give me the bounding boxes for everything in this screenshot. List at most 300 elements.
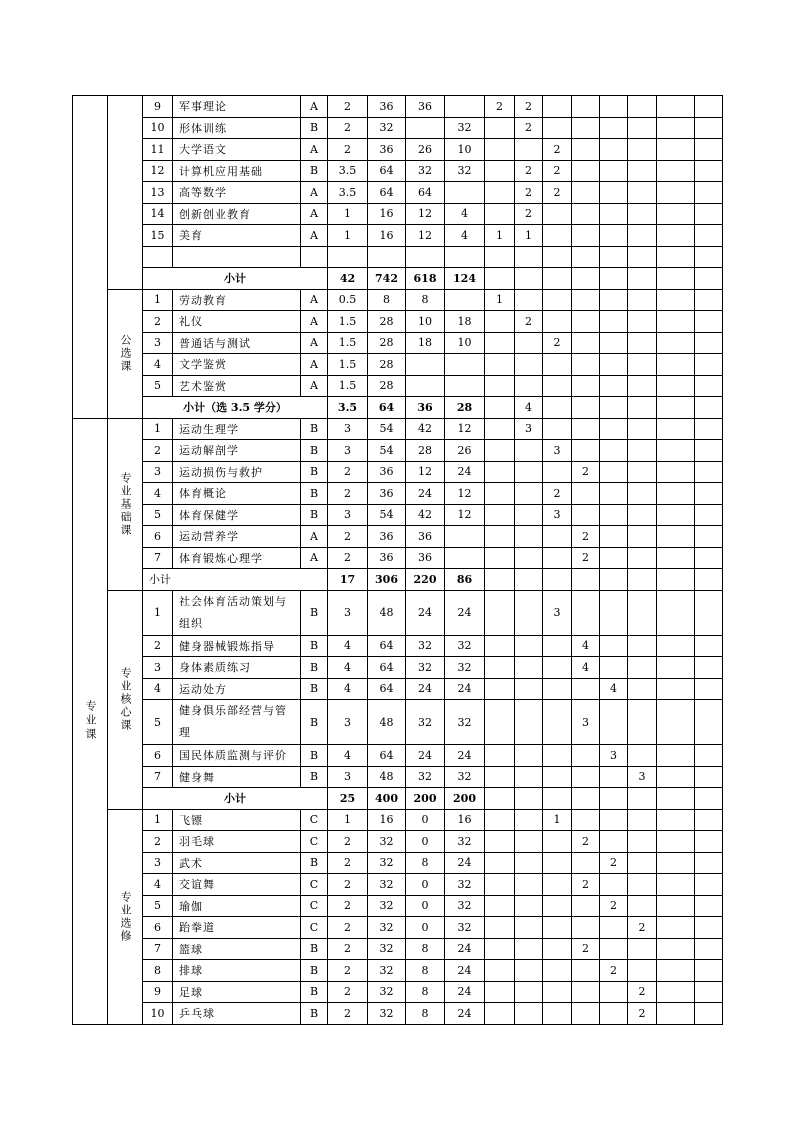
sem5: [600, 203, 628, 225]
practice-hours: 32: [445, 700, 485, 745]
table-row: [73, 246, 723, 268]
sem2: [515, 874, 543, 896]
course-type: B: [301, 483, 328, 505]
total-hours: 8: [368, 289, 406, 311]
practice-hours: 10: [445, 332, 485, 354]
sem4: [572, 745, 600, 767]
table-row: [73, 590, 723, 635]
course-type: B: [301, 960, 328, 982]
course-no: 5: [143, 700, 173, 745]
sem4: 4: [572, 635, 600, 657]
sem2: [515, 981, 543, 1003]
total-hours: 28: [368, 354, 406, 376]
sem1: [485, 332, 515, 354]
sem6: [628, 895, 657, 917]
sem7: [657, 960, 695, 982]
table-row: [73, 397, 723, 419]
sem2: [515, 354, 543, 376]
subtotal-practice: 28: [445, 397, 485, 419]
total-hours: 64: [368, 635, 406, 657]
theory-hours: 8: [406, 960, 445, 982]
course-type: B: [301, 1003, 328, 1025]
sem1: [485, 1003, 515, 1025]
sem1: [485, 139, 515, 161]
sem6: [628, 657, 657, 679]
sem-cell: [485, 268, 515, 290]
sem5: [600, 981, 628, 1003]
sem8: [695, 225, 723, 247]
sem2: [515, 289, 543, 311]
course-type: A: [301, 375, 328, 397]
sem8: [695, 960, 723, 982]
sem3: [543, 852, 572, 874]
course-name: 排球: [173, 960, 301, 982]
table-row: [73, 311, 723, 333]
credits: 1: [328, 809, 368, 831]
sem6: [628, 160, 657, 182]
sem4: 2: [572, 547, 600, 569]
practice-hours: 24: [445, 938, 485, 960]
sem4: [572, 182, 600, 204]
course-no: 7: [143, 547, 173, 569]
sem1: [485, 354, 515, 376]
total-hours: 32: [368, 960, 406, 982]
group-required-blank: [108, 96, 143, 290]
course-name: 创新创业教育: [173, 203, 301, 225]
total-hours: 32: [368, 874, 406, 896]
sem6: [628, 874, 657, 896]
sem4: [572, 766, 600, 788]
theory-hours: 0: [406, 831, 445, 853]
sem-cell: [628, 788, 657, 810]
sem8: [695, 117, 723, 139]
table-row: [73, 809, 723, 831]
theory-hours: 24: [406, 678, 445, 700]
sem-cell: [485, 788, 515, 810]
course-type: A: [301, 182, 328, 204]
sem4: [572, 1003, 600, 1025]
sem5: [600, 831, 628, 853]
course-type: A: [301, 332, 328, 354]
sem3: [543, 289, 572, 311]
sem3: [543, 461, 572, 483]
theory-hours: [406, 246, 445, 268]
practice-hours: 4: [445, 225, 485, 247]
sem3: 3: [543, 590, 572, 635]
course-name: 文学鉴赏: [173, 354, 301, 376]
sem6: [628, 354, 657, 376]
sem2: [515, 547, 543, 569]
course-no: 1: [143, 590, 173, 635]
theory-hours: 0: [406, 874, 445, 896]
sem8: [695, 657, 723, 679]
course-type: B: [301, 657, 328, 679]
course-name: 身体素质练习: [173, 657, 301, 679]
sem7: [657, 203, 695, 225]
sem4: [572, 311, 600, 333]
subtotal-label: 小计: [143, 788, 328, 810]
sem6: [628, 938, 657, 960]
course-name-line: 健身俱乐部经营与管: [179, 704, 287, 717]
sem8: [695, 354, 723, 376]
sem7: [657, 354, 695, 376]
sem7: [657, 526, 695, 548]
sem8: [695, 96, 723, 118]
sem1: [485, 635, 515, 657]
sem5: [600, 96, 628, 118]
credits: 2: [328, 895, 368, 917]
table-row: [73, 635, 723, 657]
sem4: [572, 960, 600, 982]
total-hours: 16: [368, 203, 406, 225]
sem3: [543, 418, 572, 440]
practice-hours: [445, 96, 485, 118]
credits: 2: [328, 117, 368, 139]
course-name: [173, 590, 301, 635]
sem8: [695, 139, 723, 161]
sem5: [600, 874, 628, 896]
sem4: [572, 117, 600, 139]
theory-hours: 36: [406, 96, 445, 118]
credits: 2: [328, 526, 368, 548]
sem-cell: [628, 397, 657, 419]
sem2: [515, 678, 543, 700]
practice-hours: 32: [445, 917, 485, 939]
subtotal-theory: 36: [406, 397, 445, 419]
practice-hours: 16: [445, 809, 485, 831]
sem1: 2: [485, 96, 515, 118]
sem2: [515, 526, 543, 548]
practice-hours: 32: [445, 831, 485, 853]
sem3: [543, 960, 572, 982]
sem7: [657, 375, 695, 397]
sem5: [600, 117, 628, 139]
sem4: [572, 375, 600, 397]
sem4: [572, 504, 600, 526]
theory-hours: 28: [406, 440, 445, 462]
course-name: 体育保健学: [173, 504, 301, 526]
sem2: [515, 440, 543, 462]
course-type: A: [301, 354, 328, 376]
sem8: [695, 1003, 723, 1025]
sem3: 2: [543, 483, 572, 505]
sem7: [657, 1003, 695, 1025]
sem3: [543, 375, 572, 397]
table-row: [73, 852, 723, 874]
table-row: [73, 160, 723, 182]
sem6: [628, 289, 657, 311]
credits: 2: [328, 547, 368, 569]
sem6: [628, 461, 657, 483]
course-type: A: [301, 526, 328, 548]
credits: 2: [328, 938, 368, 960]
sem-cell: [600, 268, 628, 290]
sem1: [485, 461, 515, 483]
sem-cell: [600, 397, 628, 419]
total-hours: 64: [368, 160, 406, 182]
sem5: 3: [600, 745, 628, 767]
sem8: [695, 289, 723, 311]
group-public-elective: 公选课: [108, 289, 143, 418]
total-hours: 32: [368, 981, 406, 1003]
credits: 2: [328, 139, 368, 161]
table-row: [73, 440, 723, 462]
sem4: [572, 332, 600, 354]
sem-cell: [695, 397, 723, 419]
sem5: [600, 700, 628, 745]
practice-hours: [445, 375, 485, 397]
course-no: 6: [143, 745, 173, 767]
sem5: [600, 657, 628, 679]
sem6: [628, 547, 657, 569]
sem5: [600, 917, 628, 939]
sem-cell: [695, 788, 723, 810]
sem1: [485, 203, 515, 225]
course-name: 篮球: [173, 938, 301, 960]
sem7: [657, 590, 695, 635]
course-type: B: [301, 418, 328, 440]
practice-hours: 24: [445, 461, 485, 483]
sem6: [628, 526, 657, 548]
sem8: [695, 938, 723, 960]
sem7: [657, 139, 695, 161]
theory-hours: 12: [406, 461, 445, 483]
sem8: [695, 311, 723, 333]
table-row: [73, 526, 723, 548]
sem3: [543, 1003, 572, 1025]
sem1: [485, 852, 515, 874]
course-type: A: [301, 289, 328, 311]
sem8: [695, 852, 723, 874]
total-hours: 54: [368, 440, 406, 462]
course-type: A: [301, 203, 328, 225]
subtotal-practice: 86: [445, 569, 485, 591]
theory-hours: 32: [406, 160, 445, 182]
total-hours: 64: [368, 657, 406, 679]
subtotal-theory: 618: [406, 268, 445, 290]
sem2: 1: [515, 225, 543, 247]
table-row: [73, 182, 723, 204]
category-major-label: 专业课: [84, 700, 97, 742]
sem-cell: 4: [515, 397, 543, 419]
theory-hours: 32: [406, 635, 445, 657]
theory-hours: 36: [406, 547, 445, 569]
sem5: [600, 483, 628, 505]
course-no: 1: [143, 809, 173, 831]
course-name: 国民体质监测与评价: [173, 745, 301, 767]
course-no: 14: [143, 203, 173, 225]
sem5: [600, 182, 628, 204]
sem4: [572, 678, 600, 700]
sem3: [543, 981, 572, 1003]
course-no: 3: [143, 332, 173, 354]
table-row: [73, 938, 723, 960]
credits: 1: [328, 203, 368, 225]
sem1: [485, 981, 515, 1003]
sem-cell: [600, 788, 628, 810]
course-name: 健身舞: [173, 766, 301, 788]
sem1: [485, 917, 515, 939]
sem2: 2: [515, 203, 543, 225]
credits: 1.5: [328, 375, 368, 397]
sem6: [628, 139, 657, 161]
credits: 2: [328, 960, 368, 982]
course-no: 2: [143, 635, 173, 657]
group-major-elective: 专业选修: [108, 809, 143, 1024]
credits: 0.5: [328, 289, 368, 311]
sem3: [543, 117, 572, 139]
course-no: 9: [143, 96, 173, 118]
sem7: [657, 745, 695, 767]
table-row: [73, 874, 723, 896]
category-public-blank: [73, 96, 108, 419]
sem8: [695, 745, 723, 767]
sem7: [657, 809, 695, 831]
course-no: 5: [143, 375, 173, 397]
sem4: [572, 203, 600, 225]
table-row: [73, 745, 723, 767]
sem7: [657, 289, 695, 311]
table-row: [73, 981, 723, 1003]
category-major: [73, 418, 108, 1024]
course-type: A: [301, 225, 328, 247]
total-hours: 32: [368, 117, 406, 139]
sem6: [628, 311, 657, 333]
total-hours: 48: [368, 590, 406, 635]
practice-hours: 24: [445, 1003, 485, 1025]
sem-cell: [515, 569, 543, 591]
total-hours: 16: [368, 225, 406, 247]
course-no: 2: [143, 440, 173, 462]
table-row: [73, 700, 723, 745]
theory-hours: 12: [406, 225, 445, 247]
sem8: [695, 635, 723, 657]
sem4: 2: [572, 938, 600, 960]
sem3: [543, 917, 572, 939]
subtotal-practice: 200: [445, 788, 485, 810]
sem8: [695, 874, 723, 896]
sem4: 2: [572, 874, 600, 896]
sem6: [628, 418, 657, 440]
sem2: [515, 960, 543, 982]
table-row: [73, 289, 723, 311]
sem-cell: [628, 268, 657, 290]
course-no: 1: [143, 289, 173, 311]
theory-hours: 18: [406, 332, 445, 354]
sem-cell: [543, 569, 572, 591]
sem8: [695, 831, 723, 853]
sem1: [485, 766, 515, 788]
sem6: [628, 852, 657, 874]
sem3: [543, 354, 572, 376]
credits: 4: [328, 657, 368, 679]
sem7: [657, 182, 695, 204]
course-type: C: [301, 895, 328, 917]
sem8: [695, 440, 723, 462]
practice-hours: 18: [445, 311, 485, 333]
subtotal-total: 400: [368, 788, 406, 810]
sem7: [657, 766, 695, 788]
sem4: [572, 139, 600, 161]
sem2: [515, 766, 543, 788]
theory-hours: 0: [406, 917, 445, 939]
sem6: [628, 504, 657, 526]
course-name: 足球: [173, 981, 301, 1003]
course-name: 运动处方: [173, 678, 301, 700]
sem2: [515, 938, 543, 960]
sem8: [695, 917, 723, 939]
theory-hours: 42: [406, 504, 445, 526]
sem6: 2: [628, 981, 657, 1003]
course-type: B: [301, 117, 328, 139]
sem2: 2: [515, 117, 543, 139]
table-row: [73, 203, 723, 225]
sem7: [657, 852, 695, 874]
course-no: 2: [143, 831, 173, 853]
sem3: [543, 635, 572, 657]
sem7: [657, 311, 695, 333]
subtotal-total: 742: [368, 268, 406, 290]
total-hours: 36: [368, 483, 406, 505]
course-type: B: [301, 504, 328, 526]
subtotal-credits: 25: [328, 788, 368, 810]
table-row: [73, 354, 723, 376]
sem6: [628, 635, 657, 657]
sem4: [572, 590, 600, 635]
sem5: [600, 246, 628, 268]
course-no: 11: [143, 139, 173, 161]
sem6: [628, 246, 657, 268]
sem2: 2: [515, 96, 543, 118]
table-row: [73, 461, 723, 483]
total-hours: 48: [368, 700, 406, 745]
theory-hours: 24: [406, 590, 445, 635]
total-hours: 64: [368, 182, 406, 204]
sem2: [515, 1003, 543, 1025]
sem1: [485, 657, 515, 679]
practice-hours: [445, 246, 485, 268]
course-type: B: [301, 745, 328, 767]
sem1: [485, 745, 515, 767]
sem6: [628, 678, 657, 700]
sem7: [657, 225, 695, 247]
total-hours: 54: [368, 504, 406, 526]
sem1: [485, 938, 515, 960]
sem7: [657, 246, 695, 268]
sem8: [695, 981, 723, 1003]
sem8: [695, 526, 723, 548]
sem2: [515, 139, 543, 161]
credits: 2: [328, 917, 368, 939]
practice-hours: 12: [445, 418, 485, 440]
practice-hours: 12: [445, 483, 485, 505]
sem3: [543, 96, 572, 118]
sem5: [600, 809, 628, 831]
subtotal-label: 小计: [143, 268, 328, 290]
total-hours: 32: [368, 938, 406, 960]
theory-hours: 8: [406, 1003, 445, 1025]
course-type: A: [301, 311, 328, 333]
subtotal-label: 小计: [143, 569, 328, 591]
sem8: [695, 483, 723, 505]
practice-hours: 24: [445, 981, 485, 1003]
sem7: [657, 938, 695, 960]
theory-hours: 0: [406, 895, 445, 917]
sem4: [572, 917, 600, 939]
sem3: 2: [543, 332, 572, 354]
credits: 3: [328, 440, 368, 462]
course-type: B: [301, 160, 328, 182]
